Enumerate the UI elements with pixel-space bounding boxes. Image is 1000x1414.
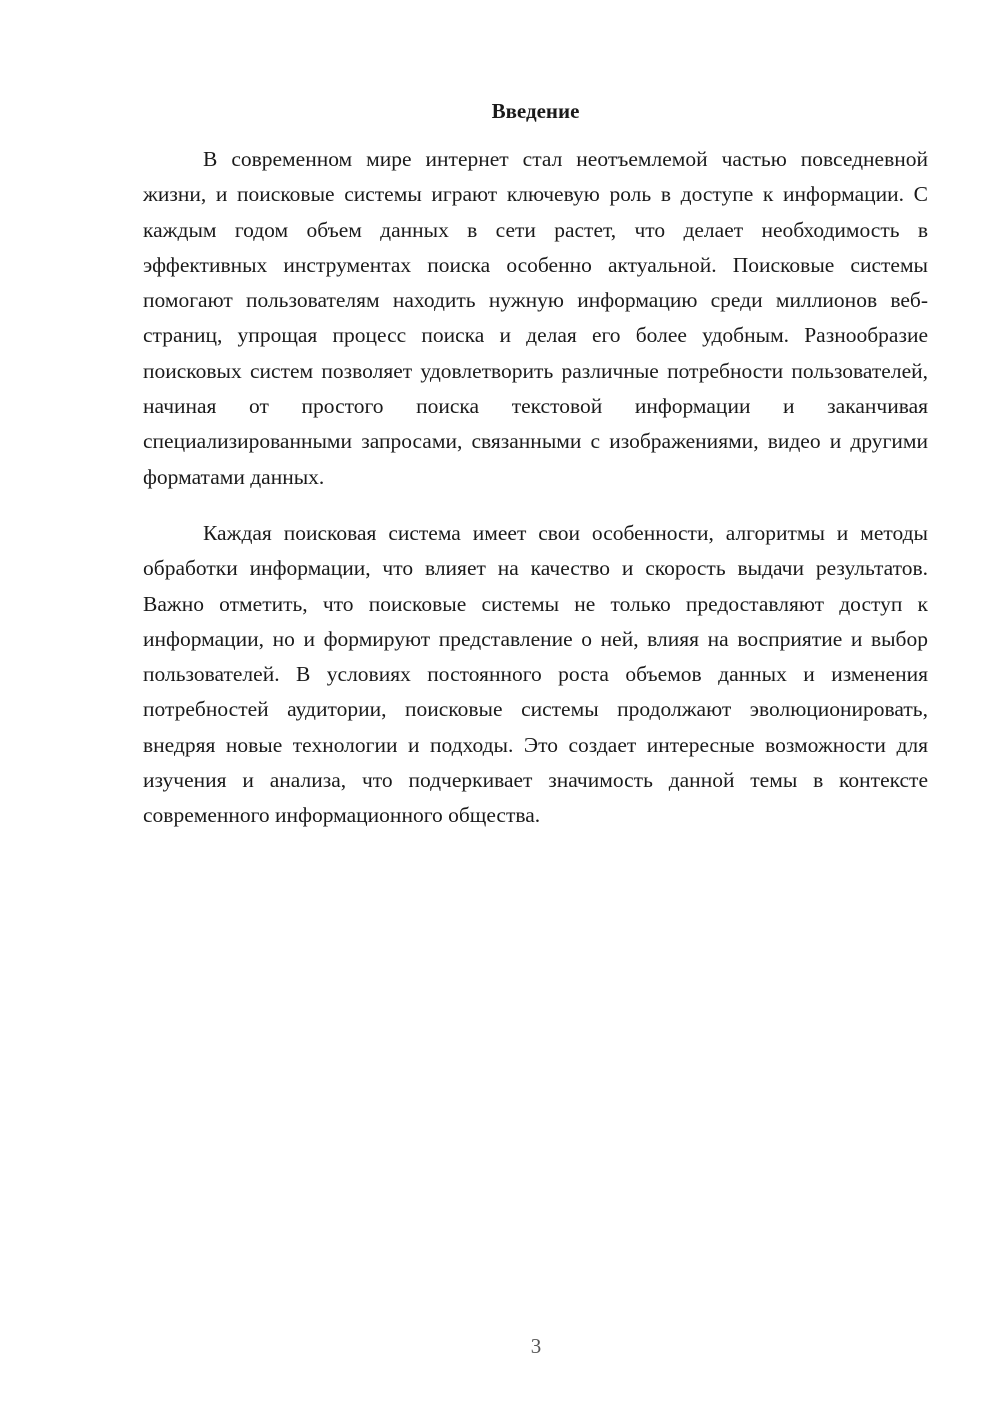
paragraph-2: Каждая поисковая система имеет свои особенности, алгоритмы и методы обработки информации, что влияет на качество и скорость выдачи результатов. Важно отметить, что поисковые системы не только предоставляют доступ к информации, но и формируют представление о ней, влияя на восприятие и выбор пользователей. В условиях постоянного роста объемов данных и изменения потребностей аудитории, поисковые системы продолжают эволюционировать, внедряя новые технологии и подходы. Это создает интересные возможности для изучения и анализа, что подчеркивает значимость данной темы в контексте современного информационного общества. — [143, 520, 928, 828]
section-heading: Введение — [491, 99, 580, 123]
paragraph-1: В современном мире интернет стал неотъемлемой частью повседневной жизни, и поисковые системы играют ключевую роль в доступе к информации. С каждым годом объем данных в сети растет, что делает необходимость в эффективных инструментах поиска особенно актуальной. Поисковые системы помогают пользователям находить нужную информацию среди миллионов веб-страниц, упрощая процесс поиска и делая его более удобным. Разнообразие поисковых систем позволяет удовлетворить различные потребности пользователей, начиная от простого поиска текстовой информации и заканчивая специализированными запросами, связанными с изображениями, видео и другими форматами данных. — [143, 147, 928, 489]
body-text — [143, 142, 928, 834]
page-number: 3 — [530, 1334, 542, 1358]
